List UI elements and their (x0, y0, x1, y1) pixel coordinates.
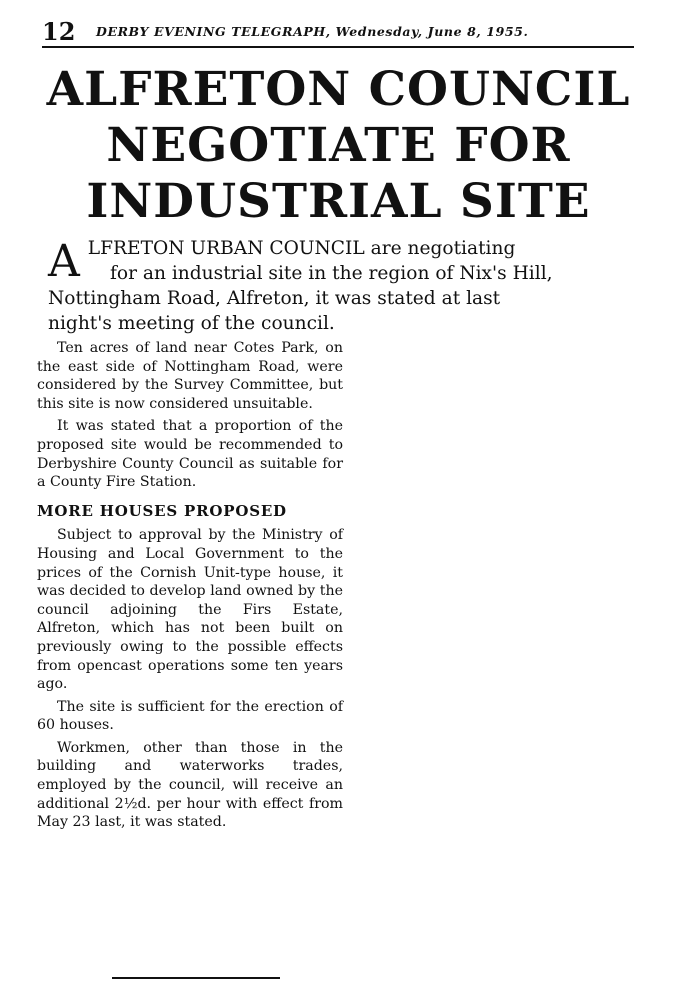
page-number: 12 (42, 17, 76, 46)
paragraph-houses-count: The site is sufficient for the erection of 60 houses. (37, 698, 343, 734)
headline-line-1: ALFRETON COUNCIL (46, 62, 631, 117)
lead-line-1: LFRETON URBAN COUNCIL are negotiating (87, 238, 516, 259)
paragraph-housing: Subject to approval by the Ministry of Housing and Local Government to the prices of the Cornish Unit-type house, it was decided to develop land owned by the council adjoining the Firs Estate, Alfreton, which has not been built on previously owing to the possible effects from opencast operations some ten years ago. (37, 527, 343, 693)
subheading: MORE HOUSES PROPOSED (37, 501, 287, 520)
lead-line-2: for an industrial site in the region of Nix's Hill, (110, 263, 553, 284)
headline-line-3: INDUSTRIAL SITE (86, 174, 591, 229)
drop-cap: A (48, 236, 80, 287)
paragraph-fire-station: It was stated that a proportion of the proposed site would be recommended to Derbyshire County Council as suitable for a County Fire Station. (37, 418, 343, 491)
lead-line-4: night's meeting of the council. (48, 313, 335, 334)
end-rule (112, 977, 280, 979)
lead-line-3: Nottingham Road, Alfreton, it was stated at last (48, 288, 501, 309)
paper-dateline: DERBY EVENING TELEGRAPH, Wednesday, June 8, 1955. (96, 24, 529, 39)
article-column (37, 339, 343, 836)
lead-paragraph (48, 236, 646, 336)
headline-line-2: NEGOTIATE FOR (106, 118, 571, 173)
headline (30, 62, 647, 230)
paragraph-workmen-pay: Workmen, other than those in the building and waterworks trades, employed by the council, will receive an additional 2½d. per hour with effect from May 23 last, it was stated. (37, 739, 343, 831)
paragraph-cotes-park: Ten acres of land near Cotes Park, on the east side of Nottingham Road, were considered by the Survey Committee, but this site is now considered unsuitable. (37, 340, 343, 412)
masthead (42, 18, 634, 48)
